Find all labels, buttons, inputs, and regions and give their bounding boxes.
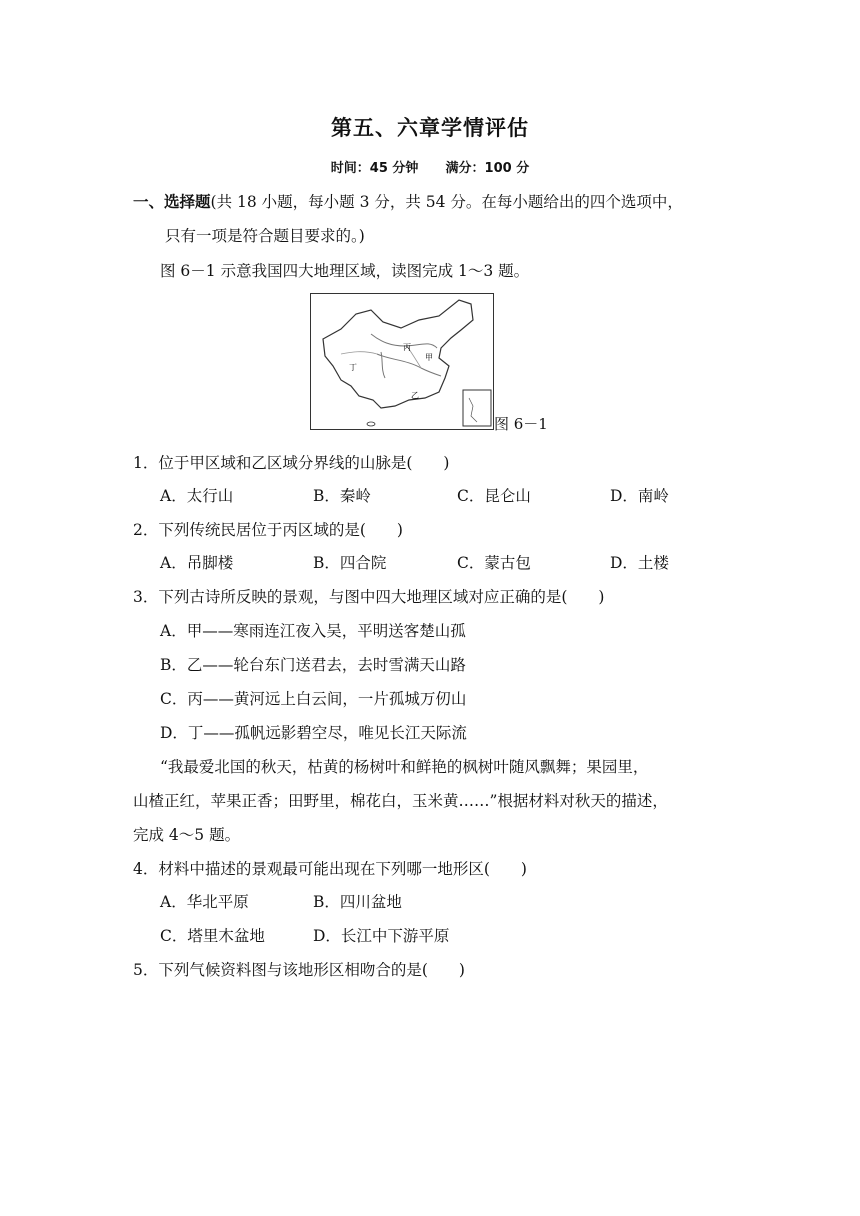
figure-caption: 图 6－1 [494,415,548,433]
q4-option-c: C．塔里木盆地 [160,927,265,945]
section-heading: 一、选择题 [133,193,211,211]
q2-option-c: C．蒙古包 [457,554,531,572]
passage-line-2: 山楂正红，苹果正香；田野里，棉花白，玉米黄……”根据材料对秋天的描述， [133,792,668,810]
q1-option-d: D．南岭 [610,487,669,505]
map-graphic [311,294,493,429]
question-5-stem: 5．下列气候资料图与该地形区相吻合的是( ) [133,961,465,979]
passage-line-1: “我最爱北国的秋天，枯黄的杨树叶和鲜艳的枫树叶随风飘舞；果园里， [160,758,649,776]
region-label-ding: 丁 [349,363,357,372]
q3-option-b: B．乙——轮台东门送君去，去时雪满天山路 [160,656,466,674]
passage-line-3: 完成 4～5 题。 [133,826,241,844]
q4-option-d: D．长江中下游平原 [313,927,450,945]
exam-info: 时间：45 分钟 满分：100 分 [330,161,530,176]
region-label-jia: 甲 [425,353,433,362]
figure-intro: 图 6－1 示意我国四大地理区域，读图完成 1～3 题。 [160,262,530,280]
section-instruction-line1 [133,190,683,212]
q1-option-c: C．昆仑山 [457,487,531,505]
q4-option-b: B．四川盆地 [313,893,402,911]
china-regions-map [310,293,494,430]
q2-option-b: B．四合院 [313,554,387,572]
q3-option-c: C．丙——黄河远上白云间，一片孤城万仞山 [160,690,467,708]
page-title: 第五、六章学情评估 [331,116,529,140]
question-2-stem: 2．下列传统民居位于丙区域的是( ) [133,521,403,539]
region-label-yi: 乙 [411,391,419,400]
question-1-stem: 1．位于甲区域和乙区域分界线的山脉是( ) [133,454,450,472]
question-3-stem: 3．下列古诗所反映的景观，与图中四大地理区域对应正确的是( ) [133,588,605,606]
q4-option-a: A．华北平原 [160,893,249,911]
q1-option-a: A．太行山 [160,487,234,505]
question-4-stem: 4．材料中描述的景观最可能出现在下列哪一地形区( ) [133,860,527,878]
q2-option-a: A．吊脚楼 [160,554,234,572]
q3-option-d: D．丁——孤帆远影碧空尽，唯见长江天际流 [160,724,467,742]
region-label-bing: 丙 [403,343,411,352]
q1-option-b: B．秦岭 [313,487,371,505]
section-instruction-line2: 只有一项是符合题目要求的。) [165,227,365,245]
q2-option-d: D．土楼 [610,554,669,572]
q3-option-a: A．甲——寒雨连江夜入吴，平明送客楚山孤 [160,622,466,640]
instruction-text: (共 18 小题，每小题 3 分，共 54 分。在每小题给出的四个选项中， [210,193,683,211]
